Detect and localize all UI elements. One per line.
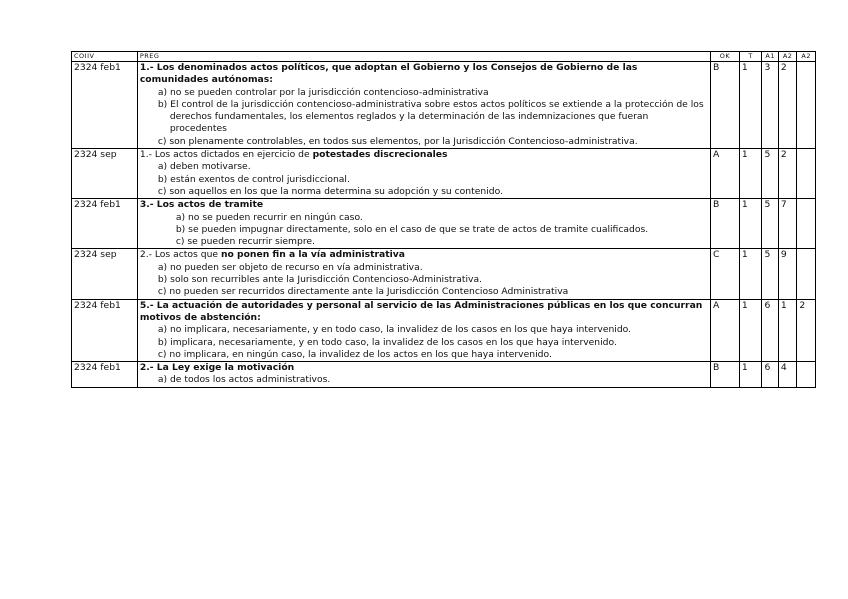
question-text xyxy=(140,62,708,87)
answer-option: b) implicara, necesariamente, y en todo caso, la invalidez de los casos en los que haya intervenido. xyxy=(157,336,617,348)
row-ok: B xyxy=(711,362,740,388)
question-text xyxy=(140,149,708,161)
question-bold: 5.- La actuación de autoridades y personal al servicio de las Administraciones públicas en los que concurran motivos de abstención: xyxy=(139,299,703,323)
answer-option: a) deben motivarse. xyxy=(157,161,251,173)
header-t: T xyxy=(739,52,762,62)
row-t: 1 xyxy=(739,62,762,149)
header-a1: A1 xyxy=(762,52,778,62)
row-code: 2324 feb1 xyxy=(72,62,138,149)
answer-option: b) están exentos de control jurisdiccional. xyxy=(157,173,350,185)
row-question xyxy=(137,62,710,149)
row-a3 xyxy=(797,62,816,149)
question-bold: 2.- La Ley exige la motivación xyxy=(139,362,295,374)
answer-option: c) no implicara, en ningún caso, la invalidez de los actos en los que haya intervenido. xyxy=(157,348,552,360)
row-a1: 5 xyxy=(762,149,778,199)
row-code: 2324 feb1 xyxy=(72,199,138,249)
row-a2: 7 xyxy=(778,199,797,249)
header-code: COIIV xyxy=(72,52,138,62)
answer-option: a) no pueden ser objeto de recurso en vía administrativa. xyxy=(157,261,423,273)
question-prefix: 1.- Los actos dictados en ejercicio de xyxy=(139,149,313,161)
row-ok: C xyxy=(711,249,740,299)
row-code: 2324 feb1 xyxy=(72,362,138,388)
answer-option: a) no se pueden recurrir en ningún caso. xyxy=(175,211,363,223)
header-a2: A2 xyxy=(778,52,797,62)
table-row xyxy=(72,199,816,249)
table-row xyxy=(72,299,816,361)
row-a3 xyxy=(797,362,816,388)
row-code: 2324 sep xyxy=(72,249,138,299)
row-question xyxy=(137,199,710,249)
row-ok: A xyxy=(711,149,740,199)
question-text xyxy=(140,362,708,374)
row-a1: 3 xyxy=(762,62,778,149)
row-a2: 4 xyxy=(778,362,797,388)
header-row xyxy=(72,52,816,62)
row-a1: 6 xyxy=(762,362,778,388)
header-question: PREG xyxy=(137,52,710,62)
row-question xyxy=(137,249,710,299)
row-a3 xyxy=(797,199,816,249)
row-a2: 9 xyxy=(778,249,797,299)
row-t: 1 xyxy=(739,249,762,299)
row-ok: A xyxy=(711,299,740,361)
question-text xyxy=(140,249,708,261)
row-question xyxy=(137,362,710,388)
row-code: 2324 sep xyxy=(72,149,138,199)
header-ok: OK xyxy=(711,52,740,62)
table-row xyxy=(72,62,816,149)
row-t: 1 xyxy=(739,299,762,361)
row-t: 1 xyxy=(739,149,762,199)
row-question xyxy=(137,299,710,361)
answer-option: c) son aquellos en los que la norma determina su adopción y su contenido. xyxy=(157,185,503,197)
row-a1: 5 xyxy=(762,249,778,299)
row-a2: 2 xyxy=(778,62,797,149)
row-a1: 5 xyxy=(762,199,778,249)
answer-option: a) no implicara, necesariamente, y en todo caso, la invalidez de los casos en los que haya intervenido. xyxy=(157,324,632,336)
question-bold: potestades discrecionales xyxy=(312,149,448,161)
row-a3 xyxy=(797,249,816,299)
questions-table xyxy=(71,51,816,388)
row-code: 2324 feb1 xyxy=(72,299,138,361)
answer-option: b) El control de la jurisdicción contencioso-administrativa sobre estos actos políticos se extiende a la protección de los derechos fundamentales, los elementos reglados y la determinación de las indemnizaciones que fueran procedentes xyxy=(157,98,704,135)
answer-option: a) de todos los actos administrativos. xyxy=(157,374,331,386)
answer-option: b) solo son recurribles ante la Jurisdicción Contencioso-Administrativa. xyxy=(157,274,483,286)
answer-option: c) son plenamente controlables, en todos sus elementos, por la Jurisdicción Contencioso-administrativa. xyxy=(157,135,638,147)
answer-option: c) se pueden recurrir siempre. xyxy=(175,236,315,248)
row-a2: 2 xyxy=(778,149,797,199)
row-a3 xyxy=(797,149,816,199)
answer-option: c) no pueden ser recurridos directamente ante la Jurisdicción Contencioso Administrativa xyxy=(157,286,569,298)
row-a1: 6 xyxy=(762,299,778,361)
table-row xyxy=(72,149,816,199)
table-row xyxy=(72,249,816,299)
row-a3: 2 xyxy=(797,299,816,361)
answer-option: b) se pueden impugnar directamente, solo en el caso de que se trate de actos de tramite cualificados. xyxy=(175,223,649,235)
row-question xyxy=(137,149,710,199)
row-t: 1 xyxy=(739,362,762,388)
row-t: 1 xyxy=(739,199,762,249)
header-a3: A2 xyxy=(797,52,816,62)
question-bold: 1.- Los denominados actos políticos, que adoptan el Gobierno y los Consejos de Gobierno de las comunidades autónomas: xyxy=(139,62,638,86)
row-a2: 1 xyxy=(778,299,797,361)
answer-option: a) no se pueden controlar por la jurisdicción contencioso-administrativa xyxy=(157,86,489,98)
row-ok: B xyxy=(711,62,740,149)
question-text xyxy=(140,199,708,211)
table-row xyxy=(72,362,816,388)
question-text xyxy=(140,300,708,325)
row-ok: B xyxy=(711,199,740,249)
question-bold: no ponen fin a la vía administrativa xyxy=(220,249,405,261)
question-prefix: 2.- Los actos que xyxy=(139,249,221,261)
question-bold: 3.- Los actos de tramite xyxy=(139,199,264,211)
